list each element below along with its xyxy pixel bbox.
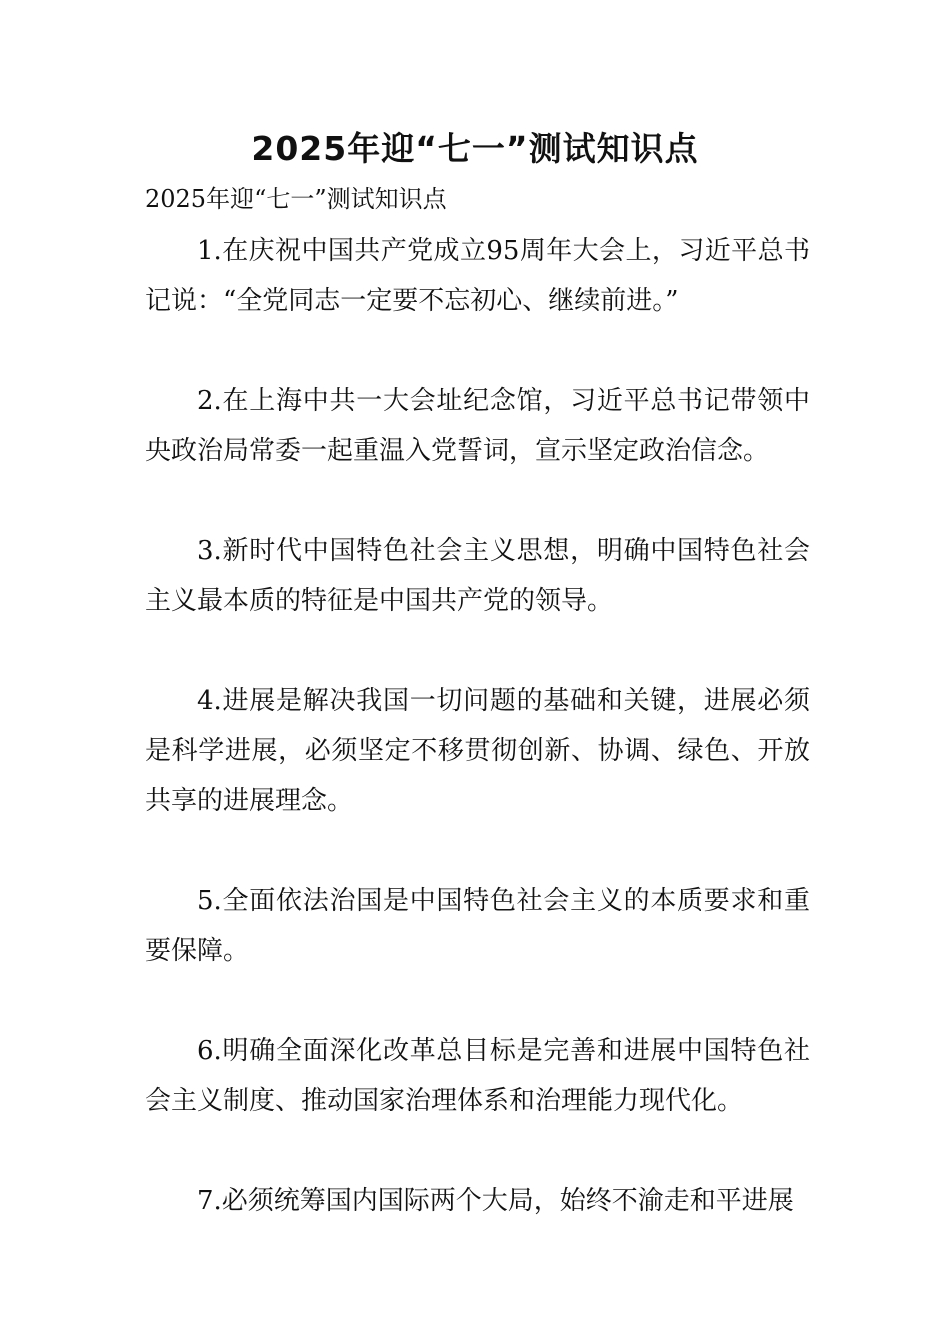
document-title: 2025年迎“七一”测试知识点 <box>251 129 699 168</box>
document-body <box>145 226 810 1226</box>
paragraph-7: 7.必须统筹国内国际两个大局，始终不渝走和平进展 <box>197 1186 794 1216</box>
paragraph-4: 4.进展是解决我国一切问题的基础和关键，进展必须是科学进展，必须坚定不移贯彻创新、协调、绿色、开放共享的进展理念。 <box>145 686 810 816</box>
paragraph-3: 3.新时代中国特色社会主义思想，明确中国特色社会主义最本质的特征是中国共产党的领导。 <box>145 536 810 616</box>
paragraph-5: 5.全面依法治国是中国特色社会主义的本质要求和重要保障。 <box>145 886 810 966</box>
paragraph-2: 2.在上海中共一大会址纪念馆，习近平总书记带领中央政治局常委一起重温入党誓词，宣示坚定政治信念。 <box>145 386 810 466</box>
paragraph-6: 6.明确全面深化改革总目标是完善和进展中国特色社会主义制度、推动国家治理体系和治理能力现代化。 <box>145 1036 810 1116</box>
document-subtitle: 2025年迎“七一”测试知识点 <box>145 185 447 213</box>
paragraph-1: 1.在庆祝中国共产党成立95周年大会上，习近平总书记说：“全党同志一定要不忘初心、继续前进。” <box>145 236 810 316</box>
